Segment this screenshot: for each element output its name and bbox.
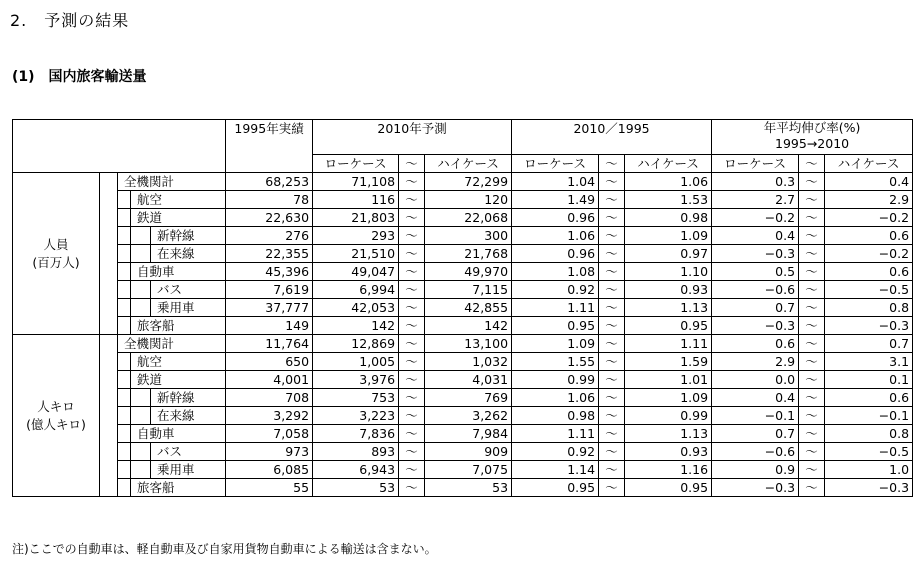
table-row bbox=[13, 479, 913, 497]
tilde: 〜 bbox=[799, 263, 825, 281]
indent-spacer bbox=[118, 461, 131, 479]
growth-high: −0.2 bbox=[825, 245, 913, 263]
footnote: 注)ここでの自動車は、軽自動車及び自家用貨物自動車による輸送は含まない。 bbox=[12, 542, 437, 556]
value-2010-high: 49,970 bbox=[425, 263, 512, 281]
tilde: 〜 bbox=[599, 353, 625, 371]
table-row bbox=[13, 389, 913, 407]
value-2010-low: 1,005 bbox=[313, 353, 399, 371]
ratio-high: 1.13 bbox=[625, 299, 712, 317]
tilde: 〜 bbox=[399, 407, 425, 425]
growth-high: 0.4 bbox=[825, 173, 913, 191]
ratio-high: 0.93 bbox=[625, 281, 712, 299]
value-2010-low: 293 bbox=[313, 227, 399, 245]
tilde: 〜 bbox=[399, 227, 425, 245]
tilde: 〜 bbox=[399, 191, 425, 209]
table-row bbox=[13, 443, 913, 461]
value-2010-low: 53 bbox=[313, 479, 399, 497]
growth-high: −0.3 bbox=[825, 479, 913, 497]
tilde: 〜 bbox=[399, 353, 425, 371]
table-row bbox=[13, 299, 913, 317]
tilde: 〜 bbox=[399, 425, 425, 443]
value-2010-high: 120 bbox=[425, 191, 512, 209]
section-heading: 2. 予測の結果 bbox=[10, 11, 130, 30]
table-row bbox=[13, 425, 913, 443]
tilde: 〜 bbox=[399, 173, 425, 191]
row-label: 旅客船 bbox=[131, 317, 226, 335]
ratio-low: 1.08 bbox=[512, 263, 599, 281]
tilde: 〜 bbox=[599, 407, 625, 425]
header-growth-line2: 1995→2010 bbox=[775, 136, 850, 151]
tilde: 〜 bbox=[599, 227, 625, 245]
growth-low: 0.4 bbox=[712, 227, 799, 245]
tilde: 〜 bbox=[599, 209, 625, 227]
row-label: 在来線 bbox=[151, 245, 226, 263]
growth-low: 2.9 bbox=[712, 353, 799, 371]
table-row bbox=[13, 209, 913, 227]
tilde: 〜 bbox=[399, 281, 425, 299]
tilde: 〜 bbox=[799, 245, 825, 263]
indent-spacer bbox=[118, 317, 131, 335]
value-1995: 4,001 bbox=[226, 371, 313, 389]
value-1995: 22,630 bbox=[226, 209, 313, 227]
tilde: 〜 bbox=[599, 281, 625, 299]
tilde: 〜 bbox=[799, 479, 825, 497]
ratio-low: 1.55 bbox=[512, 353, 599, 371]
tilde: 〜 bbox=[799, 461, 825, 479]
growth-high: 0.6 bbox=[825, 227, 913, 245]
ratio-high: 1.09 bbox=[625, 389, 712, 407]
value-2010-high: 7,115 bbox=[425, 281, 512, 299]
value-1995: 55 bbox=[226, 479, 313, 497]
ratio-high: 1.06 bbox=[625, 173, 712, 191]
value-2010-low: 142 bbox=[313, 317, 399, 335]
indent-spacer bbox=[118, 407, 131, 425]
indent-spacer bbox=[118, 371, 131, 389]
value-2010-high: 22,068 bbox=[425, 209, 512, 227]
ratio-high: 0.95 bbox=[625, 317, 712, 335]
indent-spacer bbox=[131, 281, 151, 299]
ratio-high: 0.99 bbox=[625, 407, 712, 425]
row-label: 在来線 bbox=[151, 407, 226, 425]
ratio-high: 1.09 bbox=[625, 227, 712, 245]
growth-low: 0.7 bbox=[712, 299, 799, 317]
ratio-low: 1.11 bbox=[512, 425, 599, 443]
growth-low: −0.1 bbox=[712, 407, 799, 425]
ratio-low: 0.96 bbox=[512, 209, 599, 227]
row-label: バス bbox=[151, 443, 226, 461]
indent-spacer bbox=[118, 209, 131, 227]
indent-spacer bbox=[118, 479, 131, 497]
value-2010-high: 7,075 bbox=[425, 461, 512, 479]
growth-low: 0.0 bbox=[712, 371, 799, 389]
table-row bbox=[13, 191, 913, 209]
value-2010-low: 753 bbox=[313, 389, 399, 407]
table-row bbox=[13, 407, 913, 425]
value-1995: 149 bbox=[226, 317, 313, 335]
ratio-low: 0.95 bbox=[512, 479, 599, 497]
header-growth-tilde: 〜 bbox=[799, 155, 825, 173]
growth-high: −0.3 bbox=[825, 317, 913, 335]
passenger-transport-table bbox=[12, 119, 913, 497]
ratio-low: 0.92 bbox=[512, 281, 599, 299]
header-growth-rate bbox=[712, 120, 913, 155]
row-label: バス bbox=[151, 281, 226, 299]
ratio-high: 1.16 bbox=[625, 461, 712, 479]
value-1995: 7,619 bbox=[226, 281, 313, 299]
growth-high: 3.1 bbox=[825, 353, 913, 371]
indent-spacer bbox=[100, 173, 118, 335]
growth-low: −0.3 bbox=[712, 245, 799, 263]
indent-spacer bbox=[131, 407, 151, 425]
growth-low: 0.6 bbox=[712, 335, 799, 353]
growth-low: −0.3 bbox=[712, 317, 799, 335]
row-label: 全機関計 bbox=[118, 335, 226, 353]
value-2010-high: 909 bbox=[425, 443, 512, 461]
ratio-low: 0.95 bbox=[512, 317, 599, 335]
tilde: 〜 bbox=[399, 371, 425, 389]
value-2010-high: 42,855 bbox=[425, 299, 512, 317]
tilde: 〜 bbox=[399, 443, 425, 461]
growth-high: 2.9 bbox=[825, 191, 913, 209]
tilde: 〜 bbox=[399, 209, 425, 227]
growth-high: 0.8 bbox=[825, 425, 913, 443]
tilde: 〜 bbox=[399, 263, 425, 281]
value-2010-high: 769 bbox=[425, 389, 512, 407]
growth-low: −0.6 bbox=[712, 281, 799, 299]
value-1995: 973 bbox=[226, 443, 313, 461]
tilde: 〜 bbox=[799, 425, 825, 443]
row-label: 乗用車 bbox=[151, 299, 226, 317]
value-2010-high: 1,032 bbox=[425, 353, 512, 371]
growth-high: 0.6 bbox=[825, 263, 913, 281]
ratio-high: 1.10 bbox=[625, 263, 712, 281]
growth-high: 0.6 bbox=[825, 389, 913, 407]
table-row bbox=[13, 353, 913, 371]
growth-high: 0.7 bbox=[825, 335, 913, 353]
value-1995: 22,355 bbox=[226, 245, 313, 263]
growth-low: −0.2 bbox=[712, 209, 799, 227]
growth-high: −0.2 bbox=[825, 209, 913, 227]
growth-low: 0.3 bbox=[712, 173, 799, 191]
indent-spacer bbox=[131, 245, 151, 263]
ratio-low: 1.04 bbox=[512, 173, 599, 191]
value-2010-low: 116 bbox=[313, 191, 399, 209]
growth-low: −0.6 bbox=[712, 443, 799, 461]
table-row bbox=[13, 461, 913, 479]
ratio-high: 1.13 bbox=[625, 425, 712, 443]
header-row-1 bbox=[13, 120, 913, 155]
growth-high: 0.1 bbox=[825, 371, 913, 389]
growth-low: 0.5 bbox=[712, 263, 799, 281]
ratio-low: 0.98 bbox=[512, 407, 599, 425]
row-label: 鉄道 bbox=[131, 371, 226, 389]
tilde: 〜 bbox=[799, 371, 825, 389]
growth-high: 1.0 bbox=[825, 461, 913, 479]
table-body bbox=[13, 120, 913, 497]
tilde: 〜 bbox=[599, 191, 625, 209]
value-2010-low: 21,510 bbox=[313, 245, 399, 263]
tilde: 〜 bbox=[799, 299, 825, 317]
table-row bbox=[13, 335, 913, 353]
indent-spacer bbox=[131, 461, 151, 479]
row-label: 全機関計 bbox=[118, 173, 226, 191]
value-1995: 3,292 bbox=[226, 407, 313, 425]
indent-spacer bbox=[118, 227, 131, 245]
tilde: 〜 bbox=[399, 317, 425, 335]
row-label: 鉄道 bbox=[131, 209, 226, 227]
value-2010-low: 21,803 bbox=[313, 209, 399, 227]
value-2010-high: 53 bbox=[425, 479, 512, 497]
value-2010-low: 12,869 bbox=[313, 335, 399, 353]
ratio-high: 1.59 bbox=[625, 353, 712, 371]
tilde: 〜 bbox=[599, 443, 625, 461]
tilde: 〜 bbox=[799, 281, 825, 299]
value-2010-high: 4,031 bbox=[425, 371, 512, 389]
value-1995: 37,777 bbox=[226, 299, 313, 317]
indent-spacer bbox=[118, 191, 131, 209]
growth-high: −0.1 bbox=[825, 407, 913, 425]
tilde: 〜 bbox=[799, 227, 825, 245]
value-2010-low: 7,836 bbox=[313, 425, 399, 443]
indent-spacer bbox=[131, 443, 151, 461]
ratio-low: 1.11 bbox=[512, 299, 599, 317]
tilde: 〜 bbox=[399, 461, 425, 479]
ratio-low: 0.92 bbox=[512, 443, 599, 461]
value-2010-low: 3,976 bbox=[313, 371, 399, 389]
value-1995: 7,058 bbox=[226, 425, 313, 443]
table-row bbox=[13, 281, 913, 299]
value-2010-high: 13,100 bbox=[425, 335, 512, 353]
header-blank-cell bbox=[13, 120, 226, 173]
indent-spacer bbox=[118, 245, 131, 263]
growth-low: 0.7 bbox=[712, 425, 799, 443]
ratio-high: 0.98 bbox=[625, 209, 712, 227]
table-row bbox=[13, 245, 913, 263]
value-1995: 78 bbox=[226, 191, 313, 209]
tilde: 〜 bbox=[599, 425, 625, 443]
ratio-low: 0.96 bbox=[512, 245, 599, 263]
header-ratio-tilde: 〜 bbox=[599, 155, 625, 173]
value-2010-low: 49,047 bbox=[313, 263, 399, 281]
value-2010-low: 42,053 bbox=[313, 299, 399, 317]
value-2010-high: 7,984 bbox=[425, 425, 512, 443]
value-1995: 68,253 bbox=[226, 173, 313, 191]
row-label: 航空 bbox=[131, 191, 226, 209]
value-1995: 650 bbox=[226, 353, 313, 371]
tilde: 〜 bbox=[399, 479, 425, 497]
tilde: 〜 bbox=[399, 245, 425, 263]
header-ratio: 2010／1995 bbox=[512, 120, 712, 155]
group-label bbox=[13, 335, 100, 497]
indent-spacer bbox=[118, 443, 131, 461]
tilde: 〜 bbox=[399, 389, 425, 407]
table-row bbox=[13, 371, 913, 389]
tilde: 〜 bbox=[799, 209, 825, 227]
tilde: 〜 bbox=[799, 335, 825, 353]
ratio-high: 0.93 bbox=[625, 443, 712, 461]
tilde: 〜 bbox=[799, 389, 825, 407]
group-label-line1: 人キロ bbox=[37, 398, 75, 414]
indent-spacer bbox=[100, 335, 118, 497]
subsection-heading: (1) 国内旅客輸送量 bbox=[12, 69, 147, 85]
indent-spacer bbox=[118, 353, 131, 371]
ratio-high: 0.97 bbox=[625, 245, 712, 263]
tilde: 〜 bbox=[399, 299, 425, 317]
ratio-low: 0.99 bbox=[512, 371, 599, 389]
ratio-low: 1.14 bbox=[512, 461, 599, 479]
ratio-high: 1.11 bbox=[625, 335, 712, 353]
tilde: 〜 bbox=[799, 353, 825, 371]
indent-spacer bbox=[118, 389, 131, 407]
header-ratio-low: ローケース bbox=[512, 155, 599, 173]
tilde: 〜 bbox=[399, 335, 425, 353]
growth-high: 0.8 bbox=[825, 299, 913, 317]
growth-low: 0.4 bbox=[712, 389, 799, 407]
tilde: 〜 bbox=[799, 317, 825, 335]
tilde: 〜 bbox=[799, 443, 825, 461]
group-label-line2: (百万人) bbox=[32, 254, 80, 270]
table-row bbox=[13, 263, 913, 281]
value-2010-low: 71,108 bbox=[313, 173, 399, 191]
value-1995: 276 bbox=[226, 227, 313, 245]
header-growth-line1: 年平均伸び率(%) bbox=[763, 120, 861, 135]
value-1995: 6,085 bbox=[226, 461, 313, 479]
tilde: 〜 bbox=[799, 173, 825, 191]
ratio-low: 1.06 bbox=[512, 389, 599, 407]
value-1995: 708 bbox=[226, 389, 313, 407]
growth-low: 0.9 bbox=[712, 461, 799, 479]
value-2010-high: 21,768 bbox=[425, 245, 512, 263]
indent-spacer bbox=[118, 299, 131, 317]
tilde: 〜 bbox=[599, 371, 625, 389]
tilde: 〜 bbox=[599, 263, 625, 281]
table-row bbox=[13, 173, 913, 191]
row-label: 航空 bbox=[131, 353, 226, 371]
header-2010-low: ローケース bbox=[313, 155, 399, 173]
ratio-low: 1.09 bbox=[512, 335, 599, 353]
tilde: 〜 bbox=[599, 479, 625, 497]
ratio-high: 1.01 bbox=[625, 371, 712, 389]
value-2010-high: 300 bbox=[425, 227, 512, 245]
header-growth-low: ローケース bbox=[712, 155, 799, 173]
header-2010-tilde: 〜 bbox=[399, 155, 425, 173]
header-ratio-high: ハイケース bbox=[625, 155, 712, 173]
row-label: 旅客船 bbox=[131, 479, 226, 497]
header-2010-high: ハイケース bbox=[425, 155, 512, 173]
header-1995-actual: 1995年実績 bbox=[226, 120, 313, 173]
tilde: 〜 bbox=[599, 299, 625, 317]
tilde: 〜 bbox=[799, 191, 825, 209]
ratio-low: 1.06 bbox=[512, 227, 599, 245]
tilde: 〜 bbox=[599, 335, 625, 353]
value-2010-high: 72,299 bbox=[425, 173, 512, 191]
indent-spacer bbox=[118, 425, 131, 443]
indent-spacer bbox=[131, 299, 151, 317]
row-label: 新幹線 bbox=[151, 227, 226, 245]
growth-low: 2.7 bbox=[712, 191, 799, 209]
value-2010-high: 142 bbox=[425, 317, 512, 335]
row-label: 乗用車 bbox=[151, 461, 226, 479]
ratio-high: 1.53 bbox=[625, 191, 712, 209]
header-2010-forecast: 2010年予測 bbox=[313, 120, 512, 155]
group-label bbox=[13, 173, 100, 335]
value-2010-low: 3,223 bbox=[313, 407, 399, 425]
value-2010-low: 893 bbox=[313, 443, 399, 461]
row-label: 自動車 bbox=[131, 263, 226, 281]
value-2010-low: 6,994 bbox=[313, 281, 399, 299]
growth-high: −0.5 bbox=[825, 443, 913, 461]
indent-spacer bbox=[118, 281, 131, 299]
row-label: 新幹線 bbox=[151, 389, 226, 407]
value-1995: 11,764 bbox=[226, 335, 313, 353]
tilde: 〜 bbox=[599, 389, 625, 407]
indent-spacer bbox=[131, 227, 151, 245]
indent-spacer bbox=[131, 389, 151, 407]
group-label-line2: (億人キロ) bbox=[26, 416, 86, 432]
tilde: 〜 bbox=[599, 245, 625, 263]
table-row bbox=[13, 227, 913, 245]
group-label-line1: 人員 bbox=[43, 236, 69, 252]
value-1995: 45,396 bbox=[226, 263, 313, 281]
growth-high: −0.5 bbox=[825, 281, 913, 299]
row-label: 自動車 bbox=[131, 425, 226, 443]
growth-low: −0.3 bbox=[712, 479, 799, 497]
tilde: 〜 bbox=[599, 317, 625, 335]
ratio-high: 0.95 bbox=[625, 479, 712, 497]
indent-spacer bbox=[118, 263, 131, 281]
tilde: 〜 bbox=[799, 407, 825, 425]
header-growth-high: ハイケース bbox=[825, 155, 913, 173]
tilde: 〜 bbox=[599, 173, 625, 191]
tilde: 〜 bbox=[599, 461, 625, 479]
value-2010-high: 3,262 bbox=[425, 407, 512, 425]
table-row bbox=[13, 317, 913, 335]
ratio-low: 1.49 bbox=[512, 191, 599, 209]
value-2010-low: 6,943 bbox=[313, 461, 399, 479]
